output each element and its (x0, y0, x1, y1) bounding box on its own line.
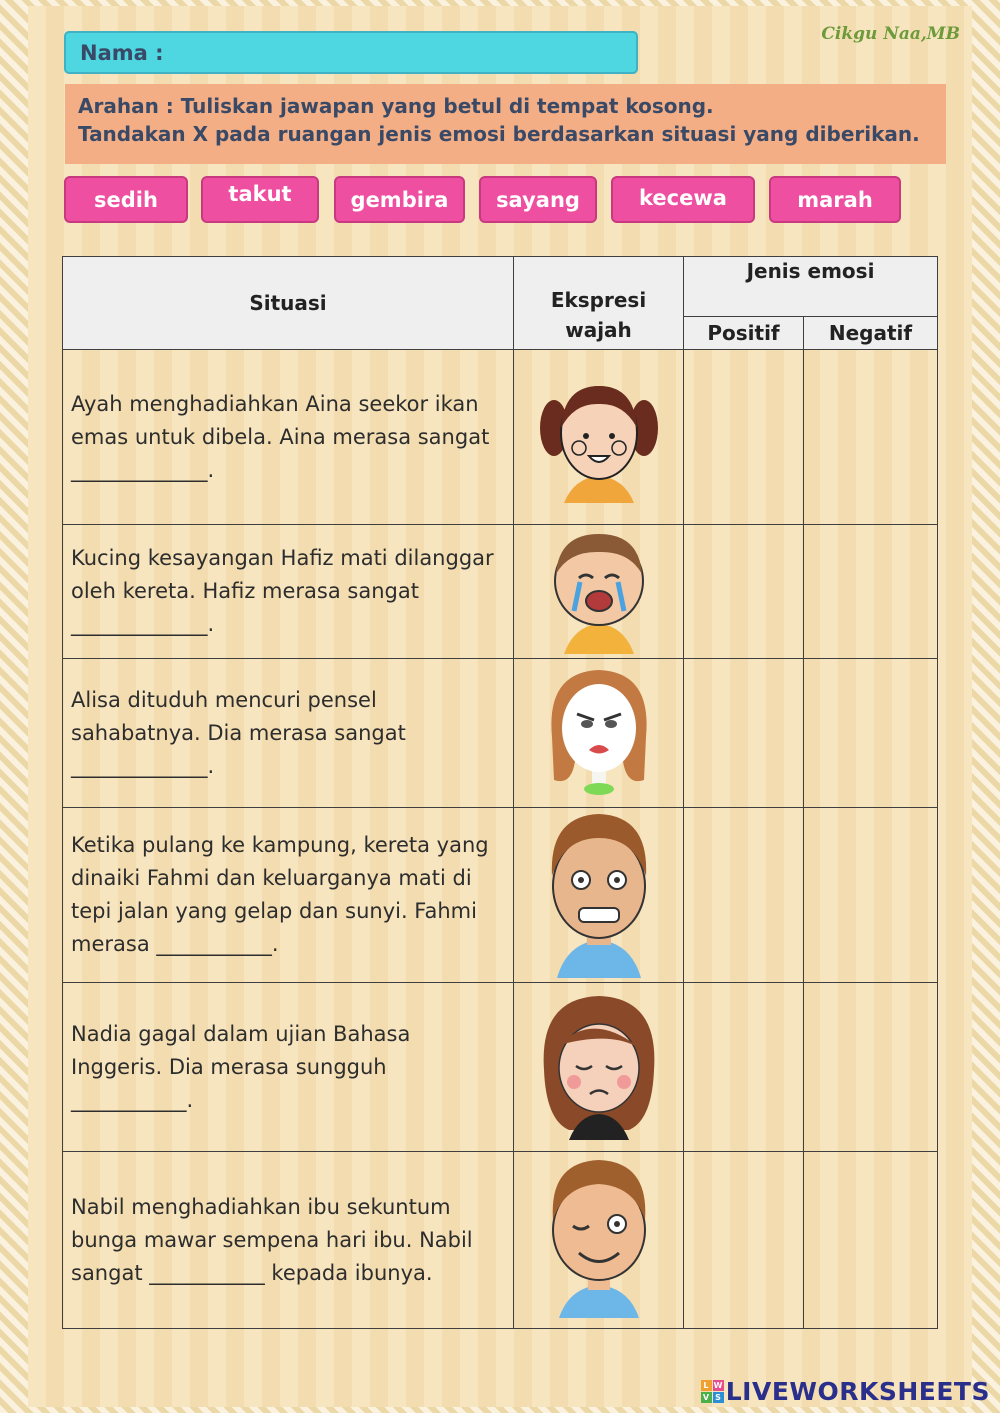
negatif-check-cell[interactable] (804, 983, 938, 1152)
header-positif: Positif (684, 317, 804, 350)
situation-text: Kucing kesayangan Hafiz mati dilanggar oleh kereta. Hafiz merasa sangat _____________. (63, 525, 514, 659)
situation-text: Alisa dituduh mencuri pensel sahabatnya. Dia merasa sangat _____________. (63, 659, 514, 808)
word-bank-marah[interactable]: marah (769, 176, 901, 223)
positif-check-cell[interactable] (684, 983, 804, 1152)
word-bank-sedih[interactable]: sedih (64, 176, 188, 223)
word-bank-takut[interactable]: takut (201, 176, 319, 223)
author-signature: Cikgu Naa,MB (821, 24, 960, 44)
header-ekspresi-wajah: Ekspresi wajah (514, 257, 684, 350)
positif-check-cell[interactable] (684, 1152, 804, 1329)
liveworksheets-logo-icon: L W V S (701, 1380, 724, 1403)
word-bank-sayang[interactable]: sayang (479, 176, 597, 223)
situation-text: Ayah menghadiahkan Aina seekor ikan emas untuk dibela. Aina merasa sangat _____________. (63, 350, 514, 525)
positif-check-cell[interactable] (684, 659, 804, 808)
header-negatif: Negatif (804, 317, 938, 350)
emotion-table (62, 256, 938, 1329)
negatif-check-cell[interactable] (804, 525, 938, 659)
negatif-check-cell[interactable] (804, 1152, 938, 1329)
angry-girl-face-icon (544, 662, 654, 800)
winking-boy-face-icon (539, 1158, 659, 1318)
table-row (63, 659, 938, 808)
happy-girl-face-icon (534, 368, 664, 503)
table-row (63, 808, 938, 983)
situation-text: Nadia gagal dalam ujian Bahasa Inggeris. Dia merasa sungguh ___________. (63, 983, 514, 1152)
instructions-box (65, 84, 946, 164)
negatif-check-cell[interactable] (804, 808, 938, 983)
header-situasi: Situasi (63, 257, 514, 350)
positif-check-cell[interactable] (684, 808, 804, 983)
name-label: Nama : (80, 40, 164, 65)
name-field[interactable] (64, 31, 638, 74)
positif-check-cell[interactable] (684, 525, 804, 659)
table-row (63, 983, 938, 1152)
positif-check-cell[interactable] (684, 350, 804, 525)
crying-boy-face-icon (544, 526, 654, 654)
disappointed-girl-face-icon (534, 990, 664, 1140)
table-row (63, 1152, 938, 1329)
header-jenis-emosi: Jenis emosi (684, 257, 938, 317)
table-row (63, 525, 938, 659)
situation-text: Nabil menghadiahkan ibu sekuntum bunga mawar sempena hari ibu. Nabil sangat ___________ kepada ibunya. (63, 1152, 514, 1329)
table-row (63, 350, 938, 525)
negatif-check-cell[interactable] (804, 350, 938, 525)
situation-text: Ketika pulang ke kampung, kereta yang dinaiki Fahmi dan keluarganya mati di tepi jalan yang gelap dan sunyi. Fahmi merasa ___________. (63, 808, 514, 983)
liveworksheets-logo[interactable] (701, 1377, 990, 1406)
scared-boy-face-icon (539, 808, 659, 978)
negatif-check-cell[interactable] (804, 659, 938, 808)
word-bank-kecewa[interactable]: kecewa (611, 176, 755, 223)
instruction-line-2: Tandakan X pada ruangan jenis emosi berdasarkan situasi yang diberikan. (78, 122, 920, 146)
liveworksheets-logo-text: LIVEWORKSHEETS (725, 1377, 990, 1406)
instruction-line-1: Arahan : Tuliskan jawapan yang betul di tempat kosong. (78, 94, 714, 118)
word-bank-gembira[interactable]: gembira (334, 176, 465, 223)
